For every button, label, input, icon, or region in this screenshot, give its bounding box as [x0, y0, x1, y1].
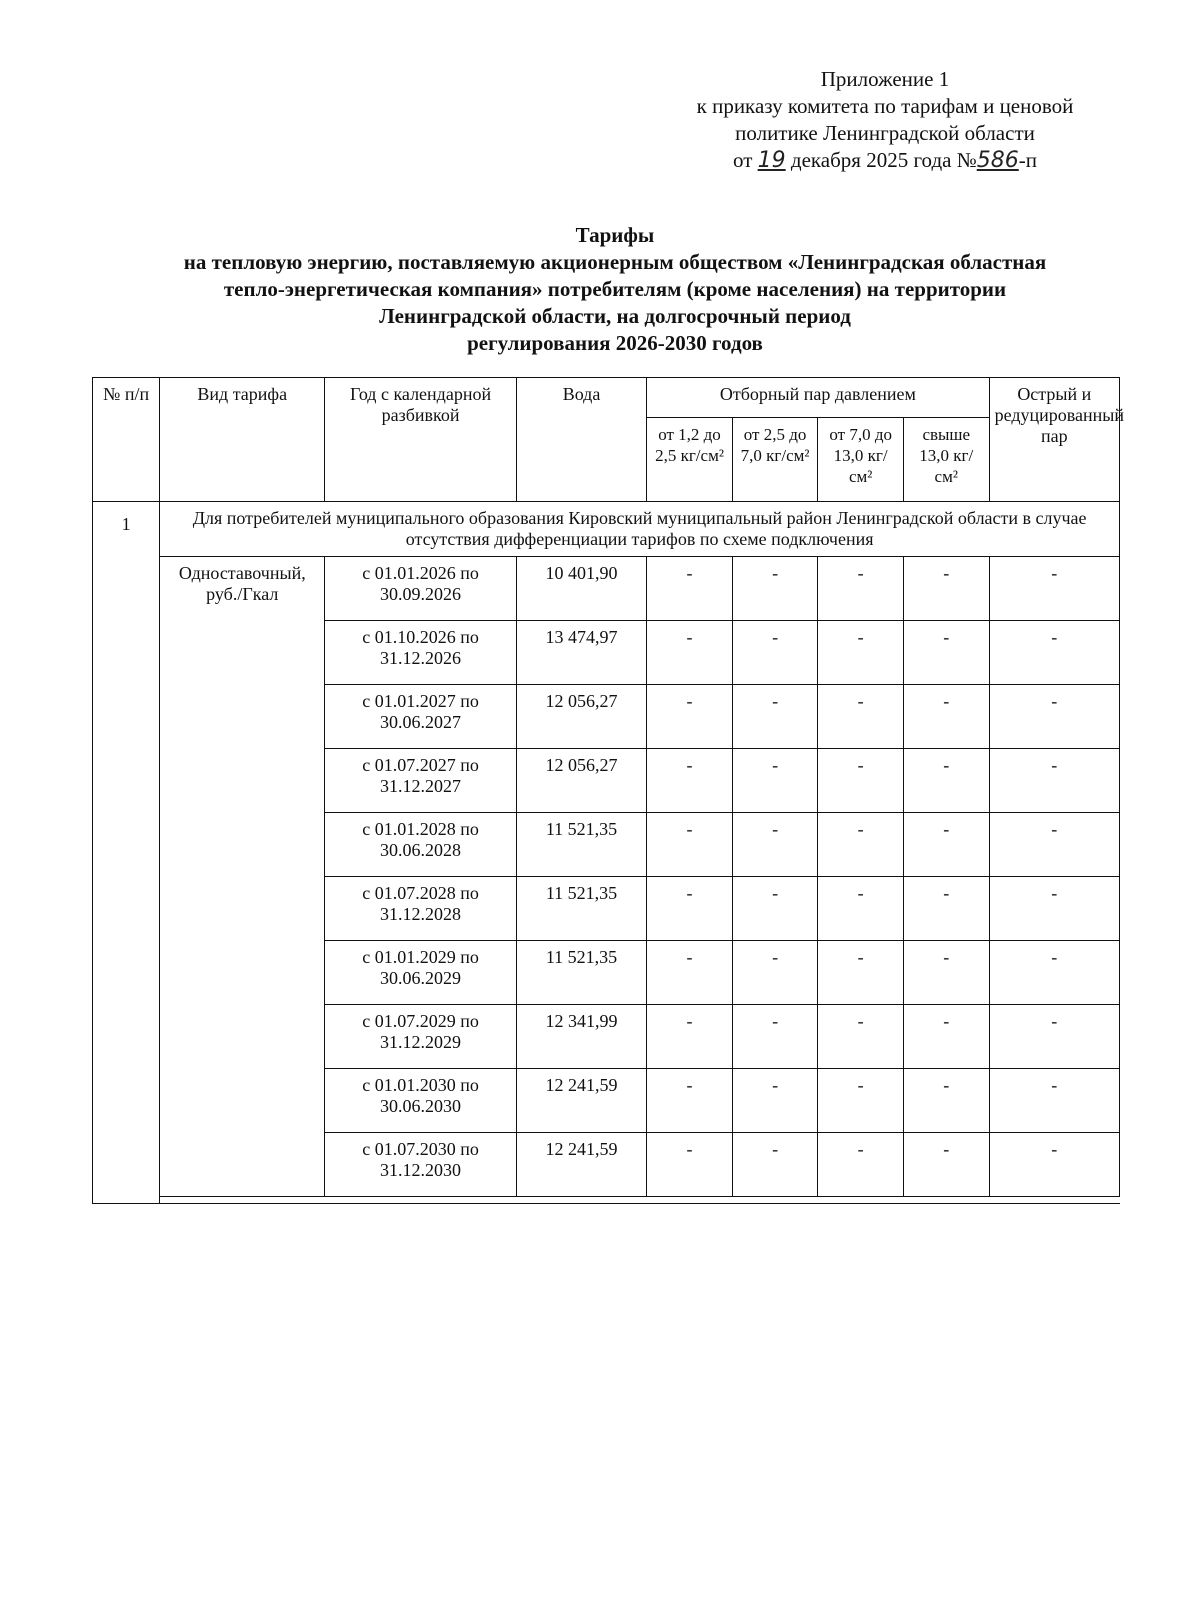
row-steam-3: - — [818, 1005, 904, 1069]
title-line-1: Тарифы — [575, 223, 655, 247]
row-steam-3: - — [818, 621, 904, 685]
row-steam-1: - — [647, 557, 733, 621]
row-steam-1: - — [647, 621, 733, 685]
header-num: № п/п — [93, 378, 160, 502]
row-steam-3: - — [818, 557, 904, 621]
row-steam-3: - — [818, 941, 904, 1005]
title-line-3: тепло-энергетическая компания» потребителям (кроме населения) на территории — [223, 277, 1007, 301]
header-year: Год с календарной разбивкой — [325, 378, 517, 502]
row-sharp: - — [989, 941, 1119, 1005]
row-sharp: - — [989, 1133, 1119, 1197]
row-period: с 01.01.2026 по 30.09.2026 — [325, 557, 517, 621]
row-sharp: - — [989, 877, 1119, 941]
row-steam-1: - — [647, 749, 733, 813]
row-sharp: - — [989, 557, 1119, 621]
appendix-committee: политике Ленинградской области — [735, 121, 1035, 145]
row-steam-3: - — [818, 1133, 904, 1197]
row-steam-2: - — [732, 1133, 818, 1197]
title-line-4: Ленинградской области, на долгосрочный период — [379, 304, 851, 328]
header-water: Вода — [516, 378, 646, 502]
header-steam: Отборный пар давлением — [647, 378, 989, 418]
row-steam-2: - — [732, 877, 818, 941]
row-steam-1: - — [647, 941, 733, 1005]
row-steam-1: - — [647, 1069, 733, 1133]
table-body — [93, 502, 1120, 1204]
row-period: с 01.01.2029 по 30.06.2029 — [325, 941, 517, 1005]
appendix-order-ref: к приказу комитета по тарифам и ценовой — [696, 94, 1074, 118]
row-steam-2: - — [732, 685, 818, 749]
row-steam-4: - — [903, 685, 989, 749]
document-title — [90, 222, 1140, 357]
row-steam-4: - — [903, 877, 989, 941]
row-steam-2: - — [732, 941, 818, 1005]
header-steam-3: от 7,0 до 13,0 кг/см² — [818, 418, 904, 502]
appendix-header — [650, 66, 1120, 174]
row-period: с 01.07.2029 по 31.12.2029 — [325, 1005, 517, 1069]
order-suffix: -п — [1018, 148, 1037, 172]
row-water: 12 056,27 — [516, 685, 646, 749]
row-steam-4: - — [903, 1133, 989, 1197]
row-steam-4: - — [903, 813, 989, 877]
row-period: с 01.07.2027 по 31.12.2027 — [325, 749, 517, 813]
row-period: с 01.01.2030 по 30.06.2030 — [325, 1069, 517, 1133]
row-steam-2: - — [732, 749, 818, 813]
row-steam-2: - — [732, 813, 818, 877]
row-water: 13 474,97 — [516, 621, 646, 685]
row-steam-1: - — [647, 1005, 733, 1069]
header-steam-2: от 2,5 до 7,0 кг/см² — [732, 418, 818, 502]
row-steam-3: - — [818, 877, 904, 941]
tariff-kind: Одноставочный, руб./Гкал — [160, 557, 325, 1197]
table-row — [93, 557, 1120, 621]
table-header — [93, 378, 1124, 502]
appendix-title: Приложение 1 — [820, 67, 950, 91]
row-steam-3: - — [818, 813, 904, 877]
row-period: с 01.10.2026 по 31.12.2026 — [325, 621, 517, 685]
row-period: с 01.01.2027 по 30.06.2027 — [325, 685, 517, 749]
row-steam-4: - — [903, 1069, 989, 1133]
row-sharp: - — [989, 749, 1119, 813]
date-middle: декабря 2025 года № — [790, 148, 977, 172]
row-water: 12 241,59 — [516, 1069, 646, 1133]
row-steam-3: - — [818, 749, 904, 813]
header-steam-1: от 1,2 до 2,5 кг/см² — [647, 418, 733, 502]
row-period: с 01.07.2028 по 31.12.2028 — [325, 877, 517, 941]
row-steam-3: - — [818, 1069, 904, 1133]
row-steam-1: - — [647, 1133, 733, 1197]
row-water: 11 521,35 — [516, 813, 646, 877]
row-water: 11 521,35 — [516, 941, 646, 1005]
group-number: 1 — [93, 502, 160, 1204]
row-water: 10 401,90 — [516, 557, 646, 621]
row-water: 12 241,59 — [516, 1133, 646, 1197]
row-water: 12 056,27 — [516, 749, 646, 813]
date-prefix: от — [733, 148, 753, 172]
row-steam-2: - — [732, 1069, 818, 1133]
row-period: с 01.07.2030 по 31.12.2030 — [325, 1133, 517, 1197]
appendix-date-line — [650, 147, 1120, 174]
row-sharp: - — [989, 813, 1119, 877]
row-water: 12 341,99 — [516, 1005, 646, 1069]
row-steam-2: - — [732, 621, 818, 685]
title-line-5: регулирования 2026-2030 годов — [467, 331, 763, 355]
group-description: Для потребителей муниципального образования Кировский муниципальный район Ленинградской области в случае отсутствия дифференциации тарифов по схеме подключения — [160, 502, 1120, 557]
row-sharp: - — [989, 1005, 1119, 1069]
row-water: 11 521,35 — [516, 877, 646, 941]
title-line-2: на тепловую энергию, поставляемую акционерным обществом «Ленинградская областная — [183, 250, 1047, 274]
header-sharp-steam: Острый и редуцированный пар — [989, 378, 1119, 502]
row-steam-3: - — [818, 685, 904, 749]
row-steam-1: - — [647, 813, 733, 877]
row-steam-4: - — [903, 1005, 989, 1069]
row-steam-4: - — [903, 557, 989, 621]
handwritten-day: 19 — [757, 148, 786, 173]
header-kind: Вид тарифа — [160, 378, 325, 502]
handwritten-order-number: 586 — [976, 148, 1019, 173]
header-steam-4: свыше 13,0 кг/см² — [903, 418, 989, 502]
row-steam-2: - — [732, 557, 818, 621]
row-sharp: - — [989, 1069, 1119, 1133]
row-period: с 01.01.2028 по 30.06.2028 — [325, 813, 517, 877]
row-steam-1: - — [647, 877, 733, 941]
row-steam-1: - — [647, 685, 733, 749]
row-steam-4: - — [903, 621, 989, 685]
row-sharp: - — [989, 685, 1119, 749]
tariff-table — [92, 377, 1124, 1204]
row-sharp: - — [989, 621, 1119, 685]
row-steam-4: - — [903, 749, 989, 813]
row-steam-2: - — [732, 1005, 818, 1069]
row-steam-4: - — [903, 941, 989, 1005]
